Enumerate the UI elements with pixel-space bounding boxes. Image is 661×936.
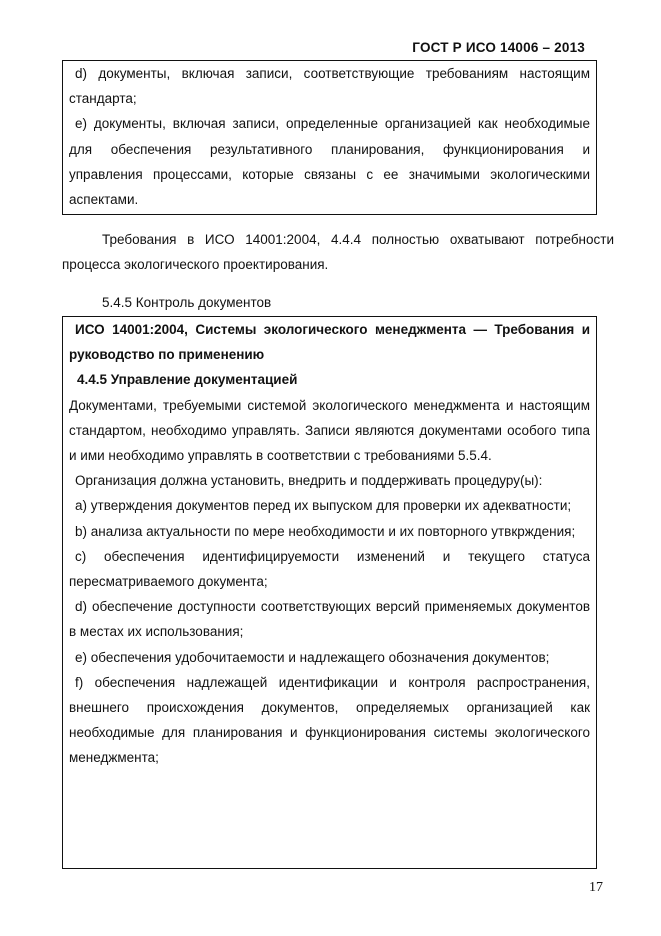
quote-title: ИСО 14001:2004, Системы экологического менеджмента — Требования и руководство по применению: [69, 322, 590, 363]
iso-quote-box: [62, 316, 597, 869]
list-item: е) обеспечения удобочитаемости и надлежащего обозначения документов;: [75, 649, 550, 665]
list-item: d) обеспечение доступности соответствующих версий применяемых документов в местах их использования;: [69, 599, 590, 640]
quote-intro: Документами, требуемыми системой экологического менеджмента и настоящим стандартом, необходимо управлять. Записи являются документами особого типа и ими необходимо управлять в соответствии с требованиями 5.5.4.: [69, 397, 590, 464]
body-paragraph: Требования в ИСО 14001:2004, 4.4.4 полностью охватывают потребности процесса экологического проектирования.: [62, 232, 614, 272]
list-item: а) утверждения документов перед их выпуском для проверки их адекватности;: [75, 498, 572, 514]
quote-lead: Организация должна установить, внедрить и поддерживать процедуру(ы):: [75, 473, 543, 489]
list-item: с) обеспечения идентифицируемости изменений и текущего статуса пересматриваемого документа;: [69, 548, 590, 590]
list-item: b) анализа актуальности по мере необходимости и их повторного утвкрждения;: [75, 523, 576, 539]
quote-subheading: 4.4.5 Управление документацией: [77, 372, 298, 388]
requirements-box-continuation: [62, 60, 597, 215]
document-header: ГОСТ Р ИСО 14006 – 2013: [412, 40, 585, 55]
list-item: е) документы, включая записи, определенные организацией как необходимые для обеспечения результативного планирования, функционирования и управления процессами, которые связаны с ее значимыми экологическими аспектами.: [69, 116, 590, 208]
page-number: 17: [589, 880, 603, 895]
section-heading: 5.4.5 Контроль документов: [102, 295, 272, 310]
list-item: d) документы, включая записи, соответствующие требованиям настоящим стандарта;: [69, 66, 590, 107]
list-item: f) обеспечения надлежащей идентификации и контроля распространения, внешнего происхождения документов, определяемых организацией как необходимые для планирования и функционирования системы экологического менеджмента;: [69, 674, 590, 766]
